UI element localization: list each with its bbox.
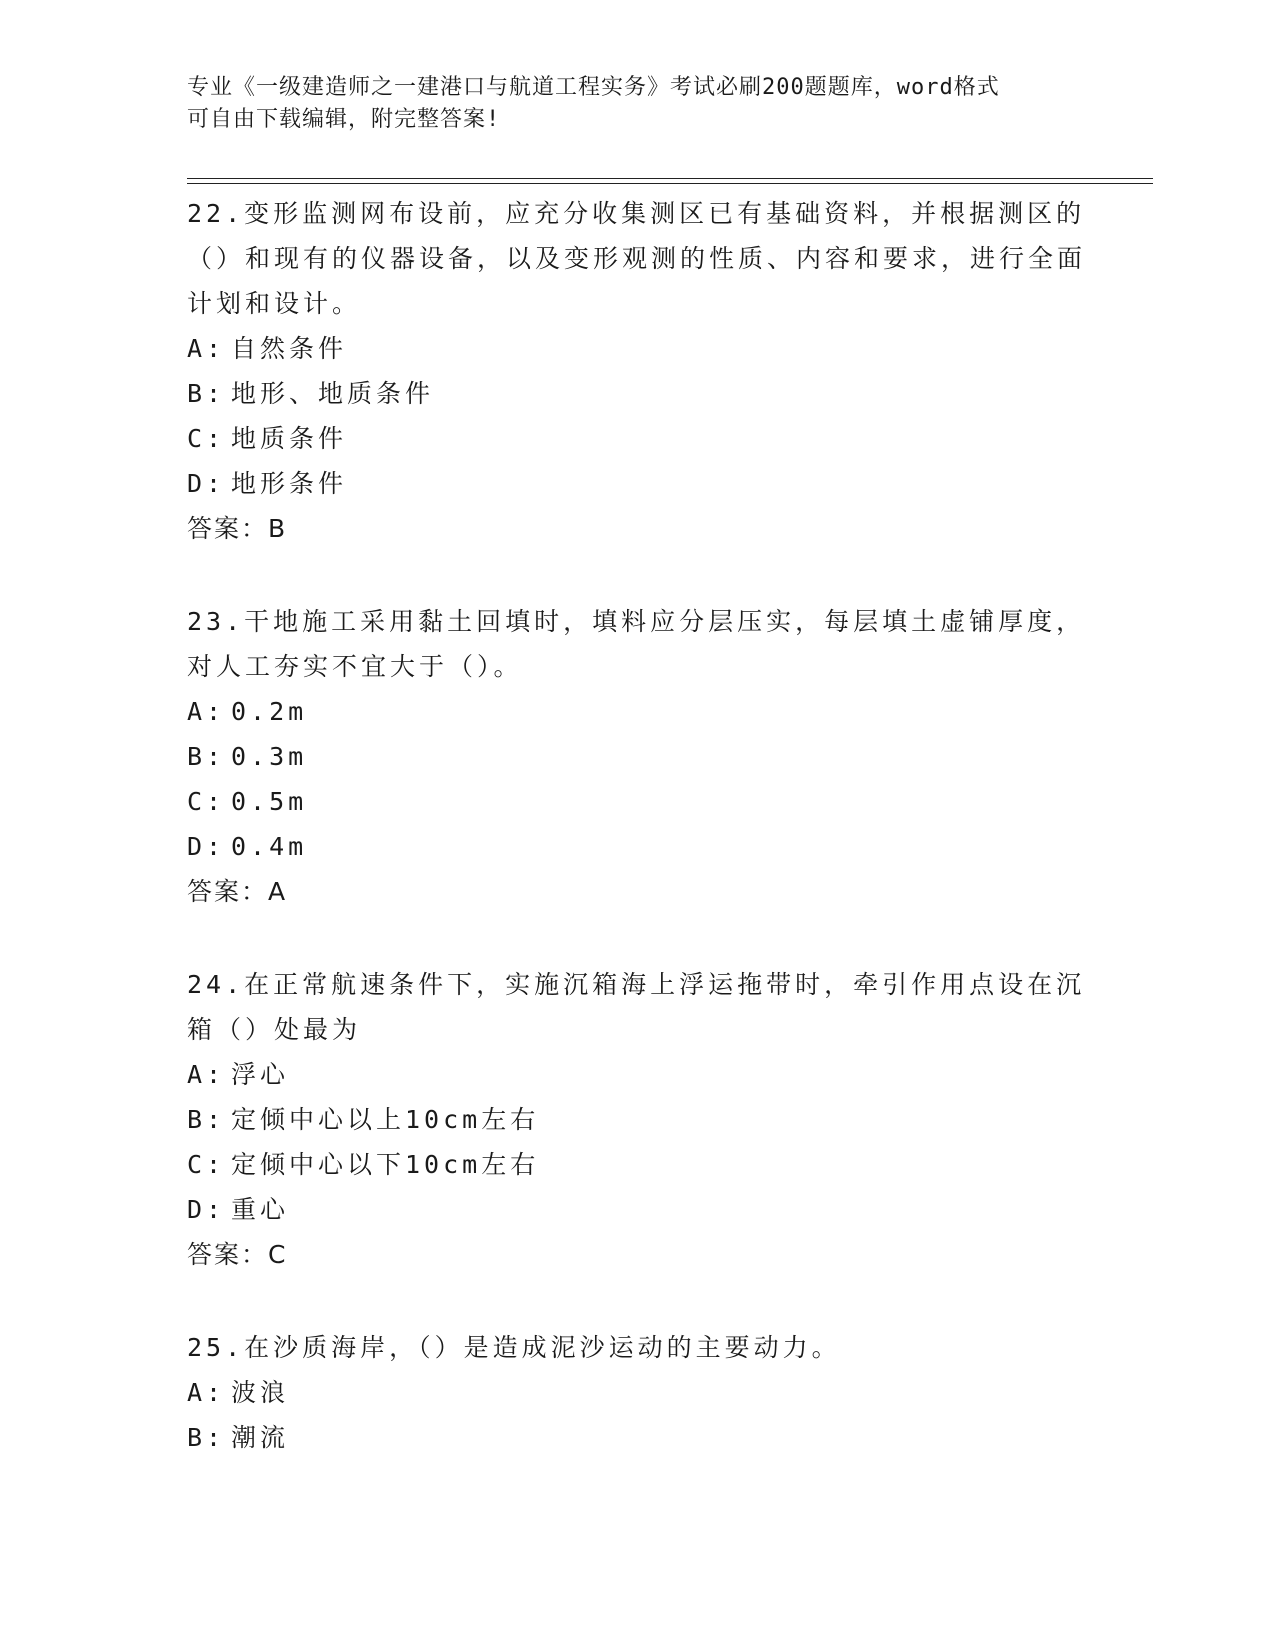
option-letter: A: <box>187 334 226 363</box>
option-letter: B: <box>187 742 226 771</box>
option-letter: C: <box>187 1150 226 1179</box>
option-b <box>187 1415 1087 1460</box>
option-letter: C: <box>187 787 226 816</box>
option-letter: A: <box>187 1378 226 1407</box>
document-header <box>187 72 1067 136</box>
header-line-1: 专业《一级建造师之一建港口与航道工程实务》考试必刷200题题库，word格式 <box>187 75 1000 100</box>
option-text: 0.4m <box>231 832 308 861</box>
header-divider-bottom <box>187 183 1153 184</box>
question-list <box>187 191 1087 1460</box>
header-line-2: 可自由下载编辑，附完整答案! <box>187 107 501 132</box>
option-letter: B: <box>187 379 226 408</box>
question-25 <box>187 1325 1087 1460</box>
option-letter: D: <box>187 1195 226 1224</box>
option-text: 地形、地质条件 <box>231 379 435 408</box>
question-stem: 23.干地施工采用黏土回填时，填料应分层压实，每层填土虚铺厚度，对人工夯实不宜大于（）。 <box>187 607 1086 681</box>
option-text: 0.5m <box>231 787 308 816</box>
question-22 <box>187 191 1087 551</box>
option-letter: A: <box>187 697 226 726</box>
option-d <box>187 1187 1087 1232</box>
answer-label: 答案：B <box>187 514 288 543</box>
option-letter: D: <box>187 469 226 498</box>
option-letter: D: <box>187 832 226 861</box>
answer-label: 答案：A <box>187 877 288 906</box>
question-stem: 24.在正常航速条件下，实施沉箱海上浮运拖带时，牵引作用点设在沉箱（）处最为 <box>187 970 1086 1044</box>
header-divider-top <box>187 178 1153 179</box>
option-a <box>187 1370 1087 1415</box>
option-a <box>187 1052 1087 1097</box>
option-text: 重心 <box>231 1195 290 1224</box>
option-text: 0.2m <box>231 697 308 726</box>
answer-label: 答案：C <box>187 1240 288 1269</box>
option-letter: A: <box>187 1060 226 1089</box>
option-text: 定倾中心以下10cm左右 <box>231 1150 540 1179</box>
option-text: 定倾中心以上10cm左右 <box>231 1105 540 1134</box>
option-text: 波浪 <box>231 1378 290 1407</box>
option-text: 地形条件 <box>231 469 348 498</box>
option-c <box>187 1142 1087 1187</box>
option-letter: B: <box>187 1105 226 1134</box>
question-24 <box>187 962 1087 1277</box>
option-d <box>187 461 1087 506</box>
option-a <box>187 689 1087 734</box>
question-stem: 25.在沙质海岸，（）是造成泥沙运动的主要动力。 <box>187 1333 841 1362</box>
option-text: 0.3m <box>231 742 308 771</box>
option-letter: B: <box>187 1423 226 1452</box>
option-text: 浮心 <box>231 1060 290 1089</box>
question-stem: 22.变形监测网布设前，应充分收集测区已有基础资料，并根据测区的（）和现有的仪器设备，以及变形观测的性质、内容和要求，进行全面计划和设计。 <box>187 199 1087 318</box>
option-text: 自然条件 <box>231 334 348 363</box>
option-letter: C: <box>187 424 226 453</box>
option-c <box>187 779 1087 824</box>
option-b <box>187 734 1087 779</box>
option-text: 地质条件 <box>231 424 348 453</box>
option-c <box>187 416 1087 461</box>
option-text: 潮流 <box>231 1423 290 1452</box>
option-a <box>187 326 1087 371</box>
option-d <box>187 824 1087 869</box>
question-23 <box>187 599 1087 914</box>
option-b <box>187 1097 1087 1142</box>
option-b <box>187 371 1087 416</box>
